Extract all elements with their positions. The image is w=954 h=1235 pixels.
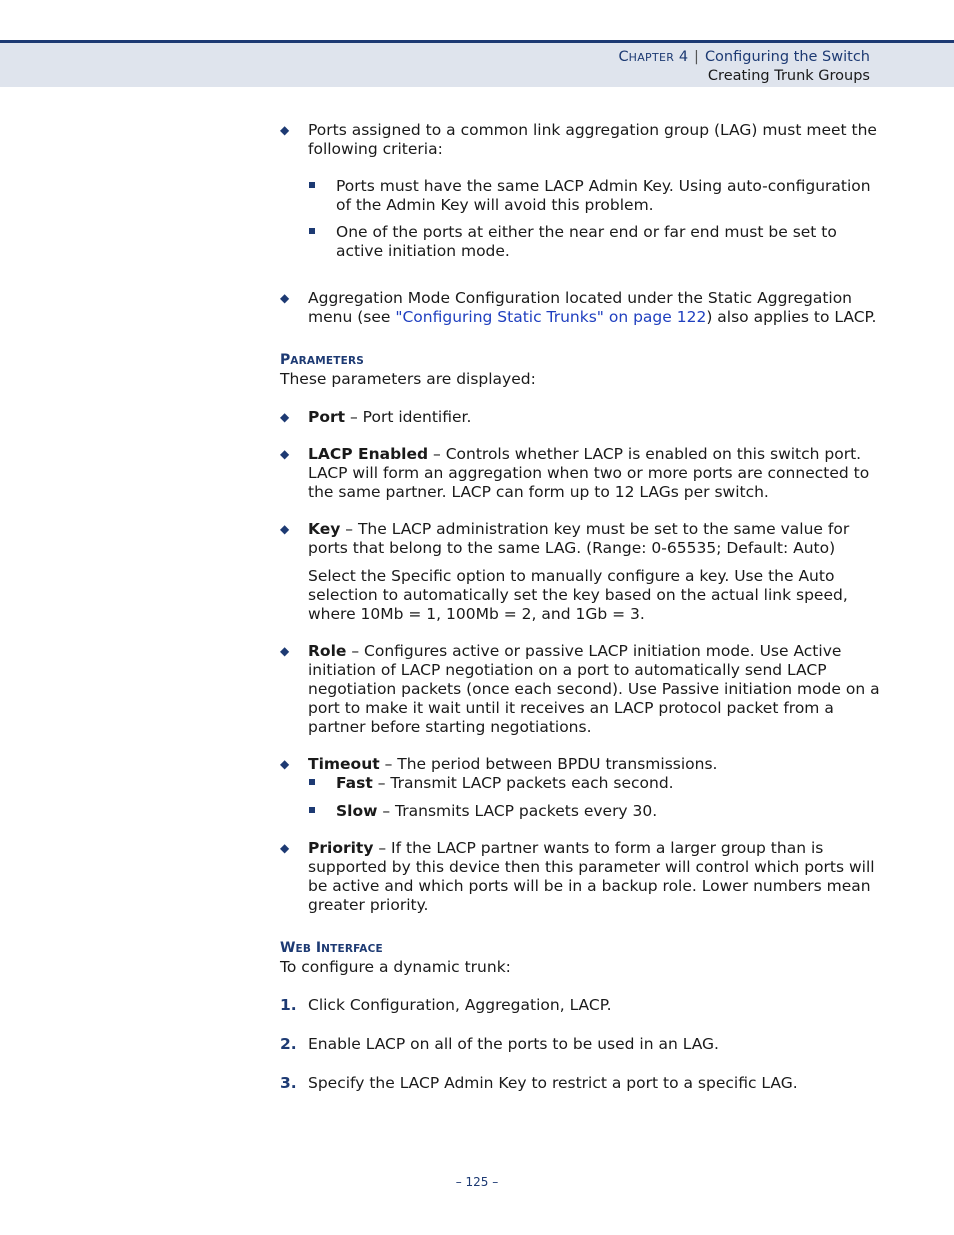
sub-bullet-item: Ports must have the same LACP Admin Key. Using auto-configuration of the Admin Key will avoid this problem. (280, 177, 880, 215)
square-bullet-icon (309, 779, 315, 785)
param-key-detail: Select the Specific option to manually configure a key. Use the Auto selection to automatically set the key based on the actual link speed, where 10Mb = 1, 100Mb = 2, and 1Gb = 3. (308, 567, 848, 623)
square-bullet-icon (309, 228, 315, 234)
bullet-text: Ports assigned to a common link aggregation group (LAG) must meet the following criteria: (308, 121, 877, 158)
step-3: 3. Specify the LACP Admin Key to restrict a port to a specific LAG. (280, 1074, 798, 1092)
parameters-heading: PARAMETERS (280, 352, 365, 368)
header-text (619, 48, 870, 85)
param-role: ◆ Role – Configures active or passive LACP initiation mode. Use Active initiation of LACP negotiation on a port to automatically send LACP negotiation packets (once each second). Use Passive initiation mode on a port to make it wait until it receives an LACP protocol packet from a partner before starting negotiations. (280, 642, 880, 736)
page-header (0, 40, 954, 87)
header-separator: | (694, 49, 699, 65)
page-number: – 125 – (455, 1175, 499, 1189)
parameters-intro: These parameters are displayed: (280, 370, 536, 388)
sub-bullet-item: One of the ports at either the near end or far end must be set to active initiation mode. (280, 223, 880, 261)
bullet-item (280, 289, 880, 327)
square-bullet-icon (309, 182, 315, 188)
step-number: 1. (280, 996, 297, 1014)
step-number: 2. (280, 1035, 297, 1053)
diamond-bullet-icon: ◆ (280, 410, 290, 424)
param-priority: ◆ Priority – If the LACP partner wants to form a larger group than is supported by this device then this parameter will control which ports will be active and which ports will be in a backup role. Lower numbers mean greater priority. (280, 839, 875, 914)
diamond-bullet-icon: ◆ (280, 123, 290, 137)
timeout-options (280, 774, 880, 821)
diamond-bullet-icon: ◆ (280, 522, 290, 536)
square-bullet-icon (309, 807, 315, 813)
chapter-label: CHAPTER 4 (618, 49, 689, 65)
static-trunks-link[interactable]: "Configuring Static Trunks" on page 122 (395, 308, 707, 326)
chapter-title: Configuring the Switch (704, 49, 870, 65)
header-line-1 (619, 48, 870, 67)
diamond-bullet-icon: ◆ (280, 644, 290, 658)
step-1: 1. Click Configuration, Aggregation, LACP. (280, 996, 612, 1014)
param-timeout: ◆ Timeout – The period between BPDU transmissions. (280, 755, 718, 773)
step-2: 2. Enable LACP on all of the ports to be used in an LAG. (280, 1035, 719, 1053)
sub-bullet-list (280, 177, 880, 261)
diamond-bullet-icon: ◆ (280, 841, 290, 855)
timeout-fast: Fast – Transmit LACP packets each second. (280, 774, 880, 793)
section-title: Creating Trunk Groups (707, 68, 870, 84)
web-interface-heading: WEB INTERFACE (280, 940, 383, 956)
bullet-item (280, 121, 880, 159)
param-port: ◆ Port – Port identifier. (280, 408, 472, 426)
bullet-text: Aggregation Mode Configuration located under the Static Aggregation menu (see "Configuring Static Trunks" on page 122) also applies to LACP. (308, 289, 877, 326)
step-number: 3. (280, 1074, 297, 1092)
param-key: ◆ Key – The LACP administration key must be set to the same value for ports that belong to the same LAG. (Range: 0-65535; Default: Auto) (280, 520, 850, 557)
diamond-bullet-icon: ◆ (280, 291, 290, 305)
web-interface-intro: To configure a dynamic trunk: (280, 958, 511, 976)
diamond-bullet-icon: ◆ (280, 447, 290, 461)
main-content (280, 121, 880, 1113)
param-lacp-enabled: ◆ LACP Enabled – Controls whether LACP is enabled on this switch port. LACP will form an aggregation when two or more ports are connected to the same partner. LACP can form up to 12 LAGs per switch. (280, 445, 870, 501)
diamond-bullet-icon: ◆ (280, 757, 290, 771)
timeout-slow: Slow – Transmits LACP packets every 30. (280, 802, 880, 821)
